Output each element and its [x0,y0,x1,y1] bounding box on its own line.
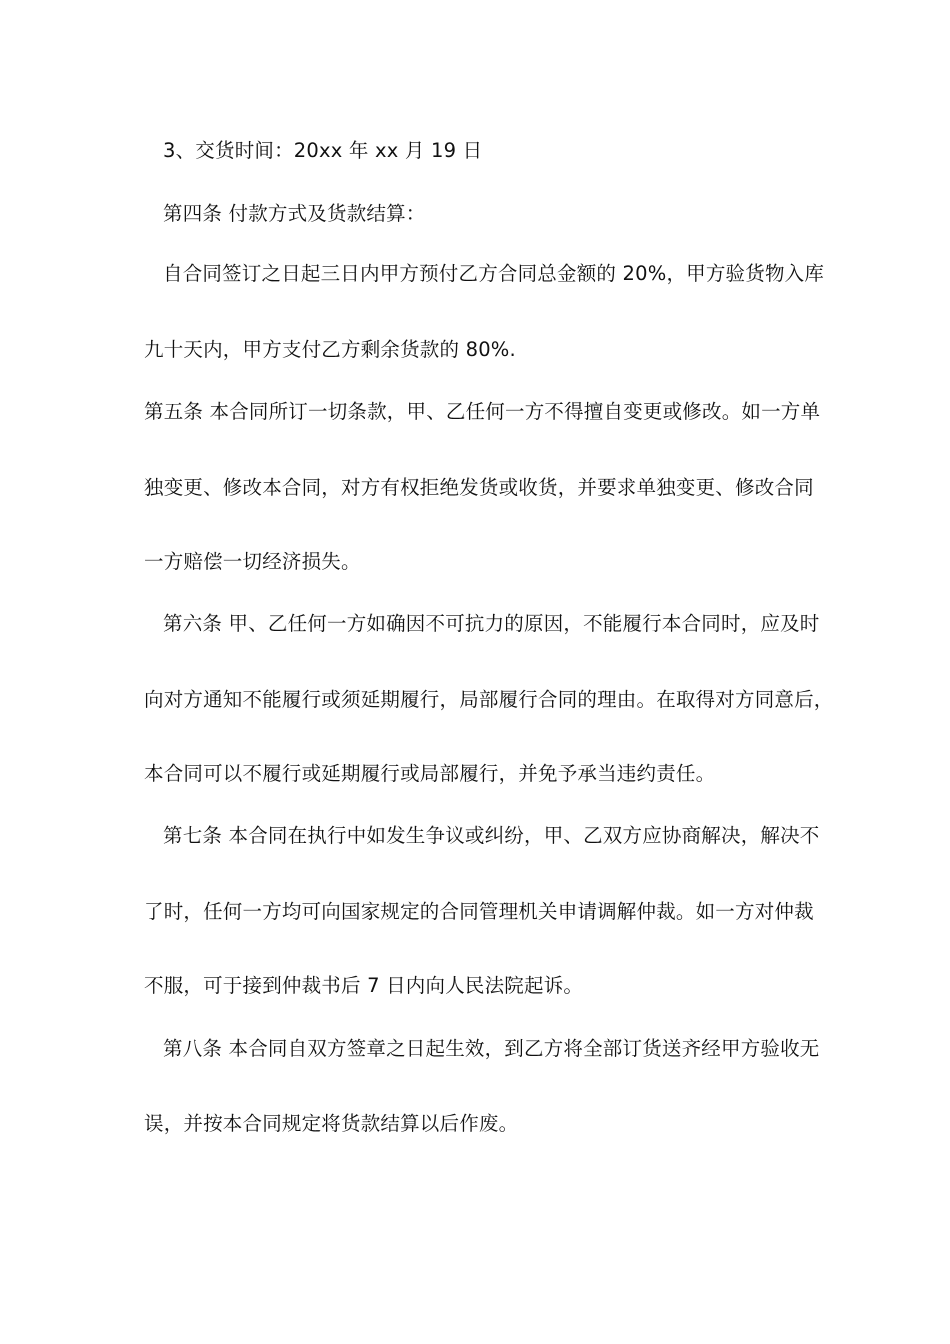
article-8-line-2: 误，并按本合同规定将货款结算以后作废。 [144,1112,519,1135]
article-6-line-2: 向对方通知不能履行或须延期履行，局部履行合同的理由。在取得对方同意后， [144,688,834,711]
article-7-line-3: 不服，可于接到仲裁书后 7 日内向人民法院起诉。 [144,974,584,997]
article-4-text-line-1: 自合同签订之日起三日内甲方预付乙方合同总金额的 20%，甲方验货物入库 [163,262,825,285]
delivery-time-line: 3、交货时间：20xx 年 xx 月 19 日 [163,139,483,162]
article-6-line-1: 第六条 甲、乙任何一方如确因不可抗力的原因，不能履行本合同时，应及时 [163,612,820,635]
article-5-line-2: 独变更、修改本合同，对方有权拒绝发货或收货，并要求单独变更、修改合同 [144,476,814,499]
article-5-line-3: 一方赔偿一切经济损失。 [144,550,361,573]
article-6-line-3: 本合同可以不履行或延期履行或局部履行，并免予承当违约责任。 [144,762,716,785]
article-4-text-line-2: 九十天内，甲方支付乙方剩余货款的 80%. [144,338,516,361]
article-8-line-1: 第八条 本合同自双方签章之日起生效，到乙方将全部订货送齐经甲方验收无 [163,1037,820,1060]
article-4-heading: 第四条 付款方式及货款结算： [163,202,426,225]
article-7-line-2: 了时，任何一方均可向国家规定的合同管理机关申请调解仲裁。如一方对仲裁 [144,900,814,923]
article-5-line-1: 第五条 本合同所订一切条款，甲、乙任何一方不得擅自变更或修改。如一方单 [144,400,821,423]
article-7-line-1: 第七条 本合同在执行中如发生争议或纠纷，甲、乙双方应协商解决，解决不 [163,824,820,847]
